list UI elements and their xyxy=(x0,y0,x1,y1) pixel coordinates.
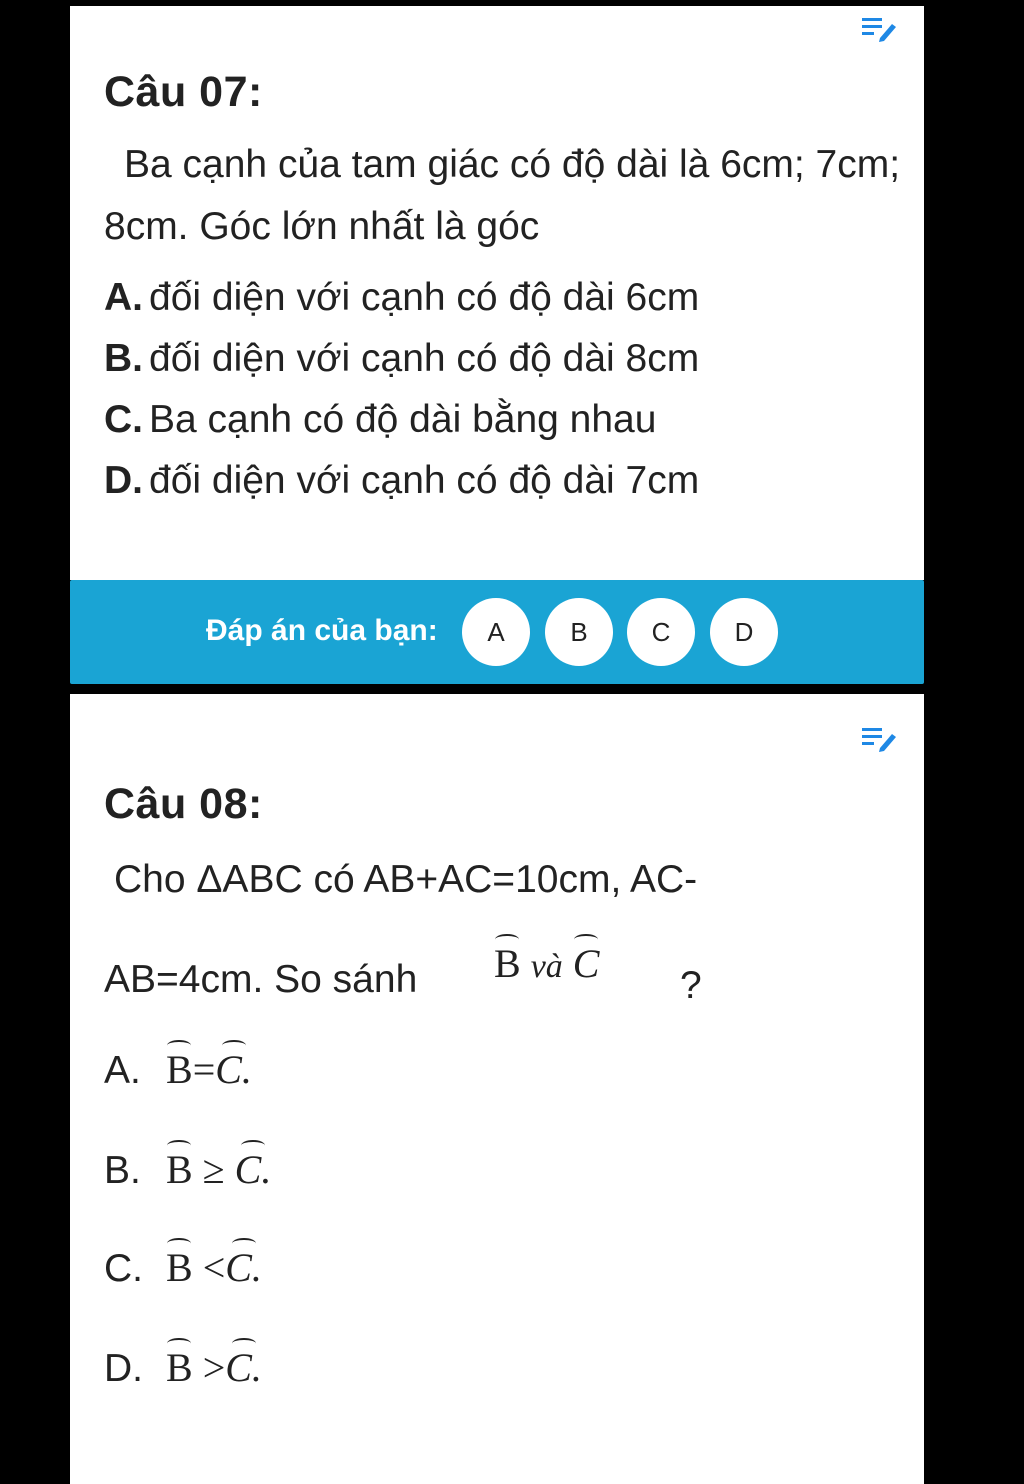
answer-button-b[interactable]: B xyxy=(545,598,613,666)
compare-expression xyxy=(494,940,599,987)
answer-button-d[interactable]: D xyxy=(710,598,778,666)
question-mark: ? xyxy=(680,964,702,1007)
answer-label: Đáp án của bạn: xyxy=(206,614,438,647)
option-letter: B. xyxy=(104,337,143,380)
option-letter: A. xyxy=(104,1049,141,1092)
operator: < xyxy=(202,1245,226,1290)
option-letter: D. xyxy=(104,459,143,502)
angle-b: B xyxy=(166,1345,193,1390)
angle-b: B xyxy=(166,1245,193,1290)
option-text: đối diện với cạnh có độ dài 6cm xyxy=(149,276,700,319)
operator: = xyxy=(192,1047,216,1092)
angle-c: C. xyxy=(225,1245,262,1290)
option-d[interactable] xyxy=(104,459,699,503)
option-c[interactable] xyxy=(104,398,656,442)
option-expression xyxy=(166,1146,271,1193)
option-letter: B. xyxy=(104,1149,141,1192)
option-letter: D. xyxy=(104,1347,143,1390)
angle-c: C. xyxy=(225,1345,262,1390)
option-a[interactable] xyxy=(104,276,699,320)
option-expression xyxy=(166,1244,262,1291)
operator: > xyxy=(202,1345,226,1390)
answer-button-a[interactable]: A xyxy=(462,598,530,666)
option-text: đối diện với cạnh có độ dài 7cm xyxy=(149,459,700,502)
option-letter: C. xyxy=(104,398,143,441)
question-text-line-1: Cho ΔABC có AB+AC=10cm, AC- xyxy=(114,858,698,901)
option-expression xyxy=(166,1344,262,1391)
operator: ≥ xyxy=(202,1147,225,1192)
question-card-07 xyxy=(70,6,924,580)
option-text: đối diện với cạnh có độ dài 8cm xyxy=(149,337,700,380)
edit-note-icon[interactable] xyxy=(860,724,904,754)
option-letter: C. xyxy=(104,1247,143,1290)
angle-c: C xyxy=(572,941,600,986)
angle-c: C. xyxy=(234,1147,272,1192)
answer-button-c[interactable]: C xyxy=(627,598,695,666)
edit-note-icon[interactable] xyxy=(860,14,904,44)
answer-bar xyxy=(70,580,924,684)
question-title: Câu 07: xyxy=(104,68,263,116)
option-text: Ba cạnh có độ dài bằng nhau xyxy=(149,398,657,441)
question-text-line-2: AB=4cm. So sánh xyxy=(104,958,418,1001)
angle-b: B xyxy=(166,1147,193,1192)
angle-b: B xyxy=(494,941,521,986)
angle-b: B xyxy=(166,1047,193,1092)
question-text: Ba cạnh của tam giác có độ dài là 6cm; 7cm; 8cm. Góc lớn nhất là góc xyxy=(104,143,901,248)
question-title: Câu 08: xyxy=(104,780,263,828)
option-b[interactable] xyxy=(104,337,699,381)
question-card-08 xyxy=(70,694,924,1484)
angle-c: C. xyxy=(215,1047,252,1092)
and-word: và xyxy=(530,948,563,985)
option-letter: A. xyxy=(104,276,143,319)
option-expression xyxy=(166,1046,252,1093)
